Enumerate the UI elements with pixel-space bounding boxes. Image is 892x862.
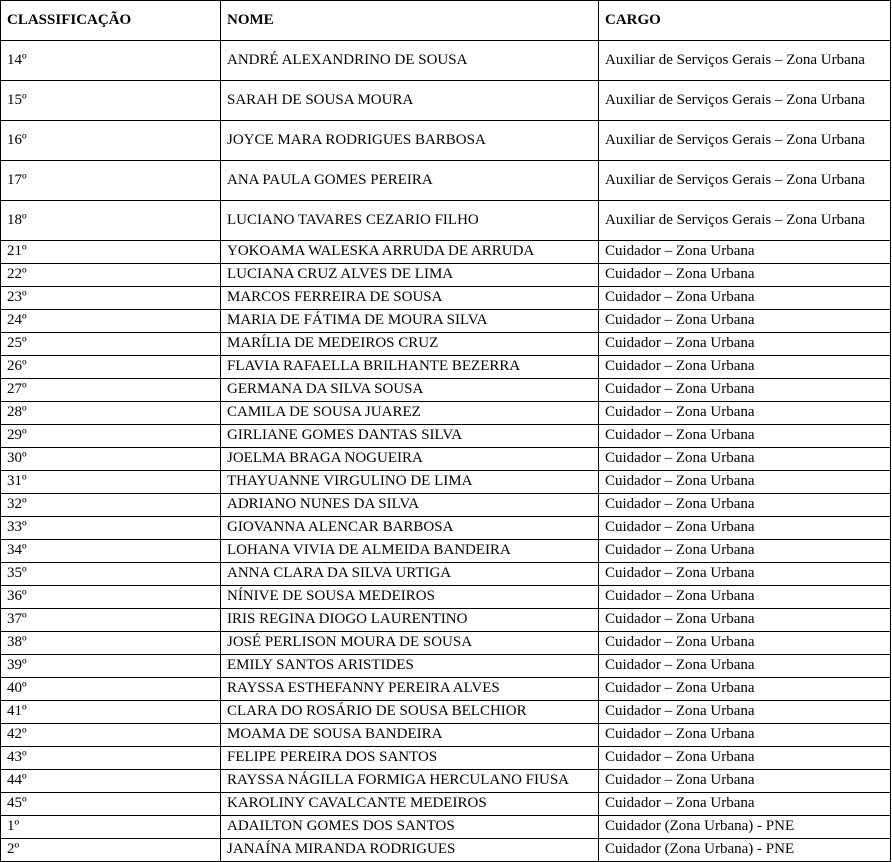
cell-classification: 43º xyxy=(1,747,221,770)
cell-name: JOYCE MARA RODRIGUES BARBOSA xyxy=(221,121,599,161)
cell-name: MARIA DE FÁTIMA DE MOURA SILVA xyxy=(221,310,599,333)
table-row xyxy=(1,161,891,201)
table-body xyxy=(1,41,891,862)
cell-name: JANAÍNA MIRANDA RODRIGUES xyxy=(221,839,599,862)
cell-classification: 24º xyxy=(1,310,221,333)
cell-classification: 2º xyxy=(1,839,221,862)
cell-classification: 37º xyxy=(1,609,221,632)
table-row xyxy=(1,402,891,425)
cell-name: EMILY SANTOS ARISTIDES xyxy=(221,655,599,678)
cell-role: Cuidador – Zona Urbana xyxy=(599,425,891,448)
cell-name: ADRIANO NUNES DA SILVA xyxy=(221,494,599,517)
table-row xyxy=(1,770,891,793)
cell-role: Cuidador – Zona Urbana xyxy=(599,379,891,402)
cell-name: ADAILTON GOMES DOS SANTOS xyxy=(221,816,599,839)
cell-role: Cuidador – Zona Urbana xyxy=(599,402,891,425)
table-row xyxy=(1,356,891,379)
cell-classification: 29º xyxy=(1,425,221,448)
table-row xyxy=(1,632,891,655)
table-row xyxy=(1,81,891,121)
table-row xyxy=(1,41,891,81)
table-row xyxy=(1,425,891,448)
cell-classification: 44º xyxy=(1,770,221,793)
cell-classification: 36º xyxy=(1,586,221,609)
cell-classification: 26º xyxy=(1,356,221,379)
cell-role: Auxiliar de Serviços Gerais – Zona Urbana xyxy=(599,121,891,161)
table-row xyxy=(1,379,891,402)
table-row xyxy=(1,517,891,540)
cell-classification: 23º xyxy=(1,287,221,310)
cell-name: JOELMA BRAGA NOGUEIRA xyxy=(221,448,599,471)
cell-role: Cuidador – Zona Urbana xyxy=(599,471,891,494)
cell-role: Cuidador – Zona Urbana xyxy=(599,540,891,563)
cell-classification: 22º xyxy=(1,264,221,287)
table-row xyxy=(1,201,891,241)
cell-name: CLARA DO ROSÁRIO DE SOUSA BELCHIOR xyxy=(221,701,599,724)
cell-classification: 21º xyxy=(1,241,221,264)
cell-name: GIRLIANE GOMES DANTAS SILVA xyxy=(221,425,599,448)
table-row xyxy=(1,724,891,747)
cell-role: Cuidador (Zona Urbana) - PNE xyxy=(599,816,891,839)
cell-classification: 18º xyxy=(1,201,221,241)
cell-classification: 35º xyxy=(1,563,221,586)
cell-name: FELIPE PEREIRA DOS SANTOS xyxy=(221,747,599,770)
cell-classification: 15º xyxy=(1,81,221,121)
cell-classification: 31º xyxy=(1,471,221,494)
cell-role: Cuidador – Zona Urbana xyxy=(599,724,891,747)
cell-role: Cuidador – Zona Urbana xyxy=(599,333,891,356)
cell-role: Cuidador – Zona Urbana xyxy=(599,494,891,517)
cell-classification: 28º xyxy=(1,402,221,425)
cell-name: MARCOS FERREIRA DE SOUSA xyxy=(221,287,599,310)
table-row xyxy=(1,701,891,724)
table-row xyxy=(1,586,891,609)
cell-classification: 14º xyxy=(1,41,221,81)
cell-classification: 25º xyxy=(1,333,221,356)
cell-role: Cuidador – Zona Urbana xyxy=(599,241,891,264)
cell-name: MARÍLIA DE MEDEIROS CRUZ xyxy=(221,333,599,356)
cell-classification: 16º xyxy=(1,121,221,161)
cell-name: SARAH DE SOUSA MOURA xyxy=(221,81,599,121)
cell-role: Cuidador – Zona Urbana xyxy=(599,609,891,632)
cell-name: LUCIANA CRUZ ALVES DE LIMA xyxy=(221,264,599,287)
cell-classification: 41º xyxy=(1,701,221,724)
cell-role: Cuidador – Zona Urbana xyxy=(599,678,891,701)
cell-name: YOKOAMA WALESKA ARRUDA DE ARRUDA xyxy=(221,241,599,264)
column-header-name: NOME xyxy=(221,1,599,41)
cell-role: Cuidador – Zona Urbana xyxy=(599,264,891,287)
cell-name: GERMANA DA SILVA SOUSA xyxy=(221,379,599,402)
cell-role: Cuidador – Zona Urbana xyxy=(599,747,891,770)
table-row xyxy=(1,655,891,678)
table-row xyxy=(1,816,891,839)
table-row xyxy=(1,264,891,287)
cell-role: Cuidador – Zona Urbana xyxy=(599,287,891,310)
cell-classification: 17º xyxy=(1,161,221,201)
table-row xyxy=(1,609,891,632)
table-row xyxy=(1,678,891,701)
cell-classification: 45º xyxy=(1,793,221,816)
cell-role: Cuidador – Zona Urbana xyxy=(599,632,891,655)
cell-role: Cuidador – Zona Urbana xyxy=(599,655,891,678)
table-row xyxy=(1,471,891,494)
table-row xyxy=(1,793,891,816)
cell-name: ANA PAULA GOMES PEREIRA xyxy=(221,161,599,201)
cell-role: Cuidador – Zona Urbana xyxy=(599,310,891,333)
cell-name: ANNA CLARA DA SILVA URTIGA xyxy=(221,563,599,586)
table-header-row xyxy=(1,1,891,41)
table-row xyxy=(1,839,891,862)
cell-role: Cuidador – Zona Urbana xyxy=(599,770,891,793)
table-row xyxy=(1,747,891,770)
table-row xyxy=(1,540,891,563)
column-header-classification: CLASSIFICAÇÃO xyxy=(1,1,221,41)
cell-classification: 30º xyxy=(1,448,221,471)
cell-role: Cuidador – Zona Urbana xyxy=(599,563,891,586)
table-row xyxy=(1,563,891,586)
cell-classification: 34º xyxy=(1,540,221,563)
cell-role: Cuidador – Zona Urbana xyxy=(599,448,891,471)
cell-name: LOHANA VIVIA DE ALMEIDA BANDEIRA xyxy=(221,540,599,563)
column-header-role: CARGO xyxy=(599,1,891,41)
table-row xyxy=(1,494,891,517)
cell-classification: 42º xyxy=(1,724,221,747)
cell-classification: 39º xyxy=(1,655,221,678)
cell-classification: 38º xyxy=(1,632,221,655)
cell-role: Cuidador – Zona Urbana xyxy=(599,356,891,379)
cell-name: FLAVIA RAFAELLA BRILHANTE BEZERRA xyxy=(221,356,599,379)
cell-name: MOAMA DE SOUSA BANDEIRA xyxy=(221,724,599,747)
cell-role: Cuidador – Zona Urbana xyxy=(599,701,891,724)
table-row xyxy=(1,121,891,161)
cell-name: JOSÉ PERLISON MOURA DE SOUSA xyxy=(221,632,599,655)
cell-name: THAYUANNE VIRGULINO DE LIMA xyxy=(221,471,599,494)
cell-role: Auxiliar de Serviços Gerais – Zona Urbana xyxy=(599,161,891,201)
cell-role: Cuidador – Zona Urbana xyxy=(599,586,891,609)
cell-role: Auxiliar de Serviços Gerais – Zona Urbana xyxy=(599,201,891,241)
cell-classification: 1º xyxy=(1,816,221,839)
cell-role: Auxiliar de Serviços Gerais – Zona Urbana xyxy=(599,81,891,121)
cell-classification: 40º xyxy=(1,678,221,701)
cell-name: ANDRÉ ALEXANDRINO DE SOUSA xyxy=(221,41,599,81)
table-row xyxy=(1,241,891,264)
cell-name: LUCIANO TAVARES CEZARIO FILHO xyxy=(221,201,599,241)
table-row xyxy=(1,287,891,310)
cell-role: Cuidador – Zona Urbana xyxy=(599,793,891,816)
cell-name: NÍNIVE DE SOUSA MEDEIROS xyxy=(221,586,599,609)
cell-name: GIOVANNA ALENCAR BARBOSA xyxy=(221,517,599,540)
cell-name: CAMILA DE SOUSA JUAREZ xyxy=(221,402,599,425)
cell-role: Auxiliar de Serviços Gerais – Zona Urbana xyxy=(599,41,891,81)
cell-classification: 27º xyxy=(1,379,221,402)
cell-role: Cuidador (Zona Urbana) - PNE xyxy=(599,839,891,862)
cell-classification: 32º xyxy=(1,494,221,517)
cell-role: Cuidador – Zona Urbana xyxy=(599,517,891,540)
cell-name: KAROLINY CAVALCANTE MEDEIROS xyxy=(221,793,599,816)
table-row xyxy=(1,333,891,356)
cell-name: RAYSSA NÁGILLA FORMIGA HERCULANO FIUSA xyxy=(221,770,599,793)
cell-classification: 33º xyxy=(1,517,221,540)
cell-name: IRIS REGINA DIOGO LAURENTINO xyxy=(221,609,599,632)
table-row xyxy=(1,448,891,471)
table-header xyxy=(1,1,891,41)
cell-name: RAYSSA ESTHEFANNY PEREIRA ALVES xyxy=(221,678,599,701)
table-row xyxy=(1,310,891,333)
